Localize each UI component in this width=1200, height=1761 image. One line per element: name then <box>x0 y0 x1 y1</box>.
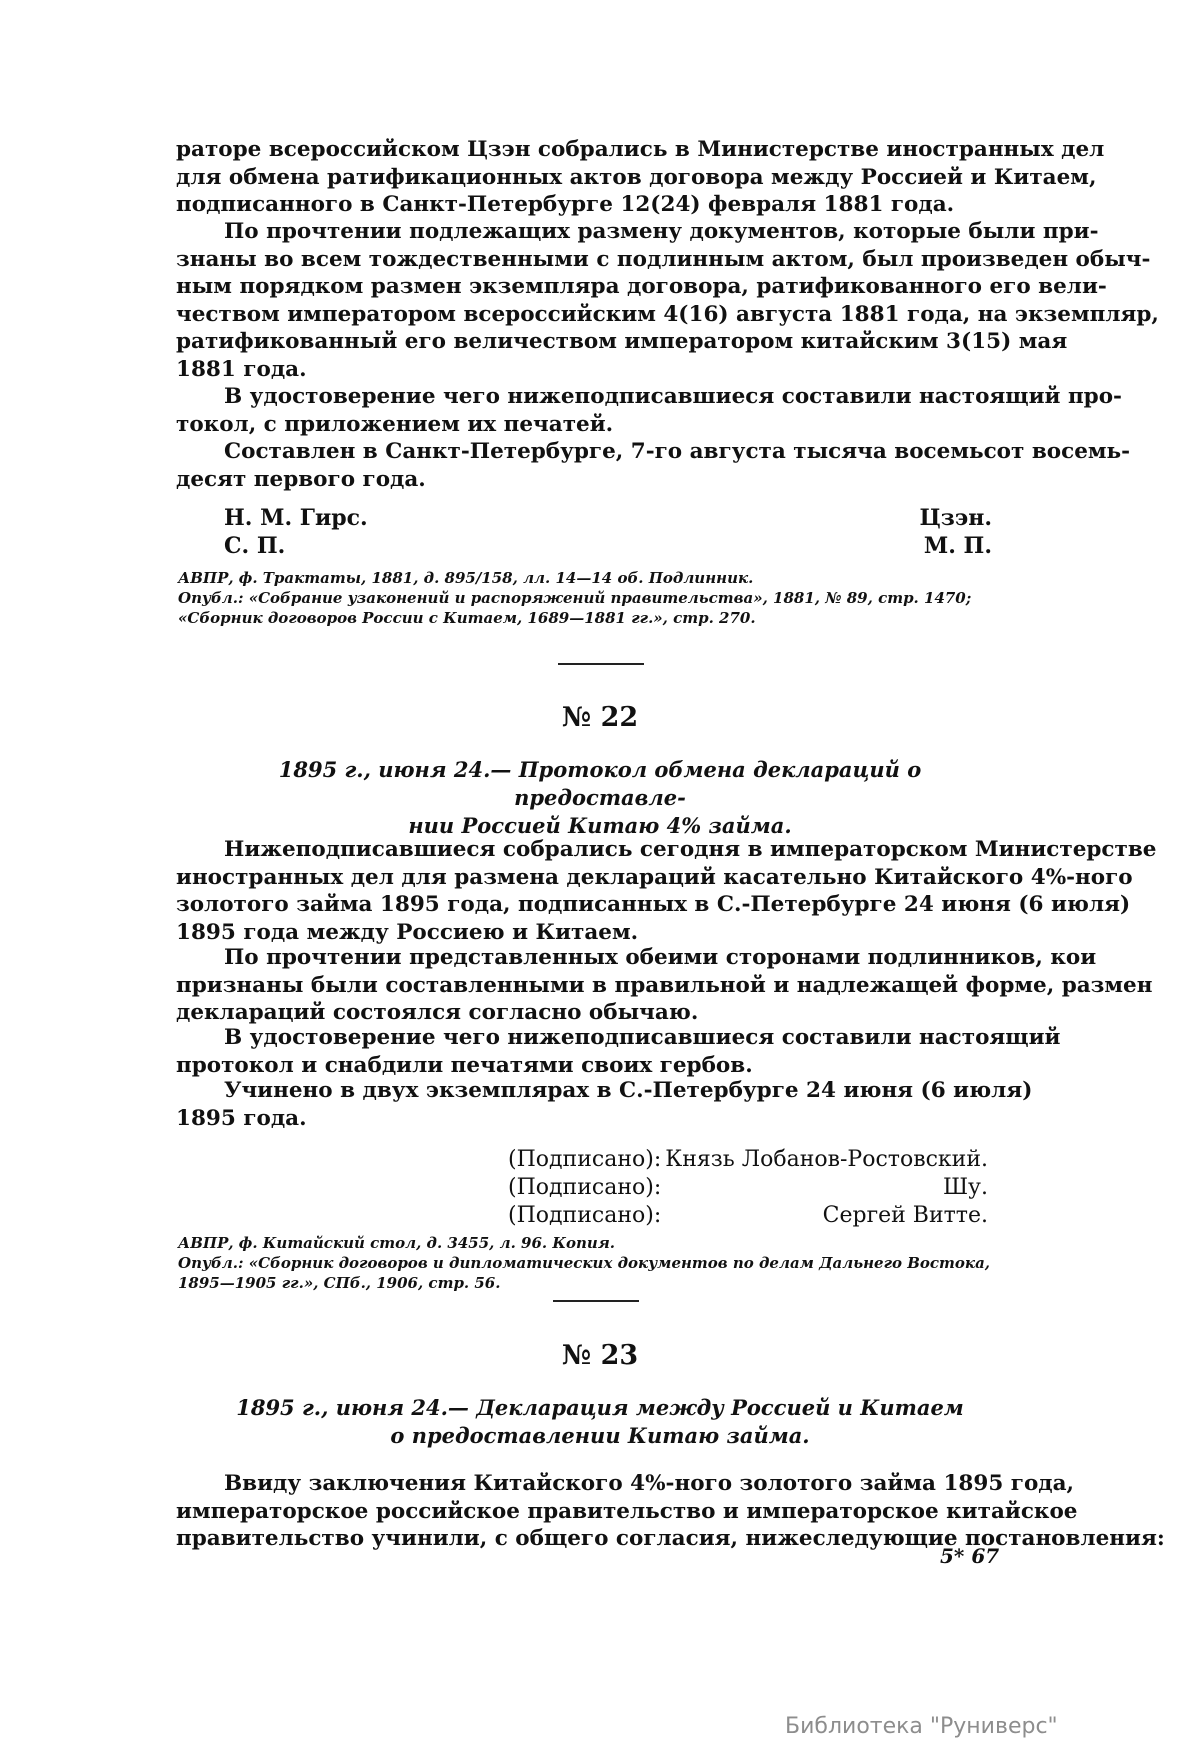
text-line: 1895 года. <box>176 1105 307 1131</box>
source-line: Опубл.: «Собрание узаконений и распоряжений правительства», 1881, № 89, стр. 1470; <box>178 589 972 607</box>
text-line: токол, с приложением их печатей. <box>176 411 614 437</box>
source-note-21 <box>178 568 998 628</box>
signature-row-names <box>224 504 992 532</box>
document-number-23: № 23 <box>561 1340 639 1371</box>
text-line: По прочтении подлежащих размену документов, которые были при- <box>224 219 1099 244</box>
text-line: чеством императором всероссийским 4(16) августа 1881 года, на экземпляр, <box>176 301 1159 327</box>
document-number-22: № 22 <box>561 702 639 733</box>
text-line: Нижеподписавшиеся собрались сегодня в императорском Министерстве <box>224 837 1157 862</box>
paragraph-22-4 <box>176 1077 1033 1132</box>
heading-line: 1895 г., июня 24.— Протокол обмена деклараций о предоставле- <box>278 757 922 810</box>
text-line: протокол и снабдили печатями своих гербов. <box>176 1052 753 1078</box>
signatures-22 <box>508 1146 988 1230</box>
paragraph-ratification-intro <box>176 136 1105 219</box>
signature-giers: Н. М. Гирс. <box>224 505 368 531</box>
text-line: императорское российское правительство и императорское китайское <box>176 1498 1078 1524</box>
signed-label: (Подписано): <box>508 1203 662 1228</box>
signed-label: (Подписано): <box>508 1175 662 1200</box>
signed-name: Сергей Витте. <box>822 1203 988 1228</box>
text-line: знаны во всем тождественными с подлинным актом, был произведен обыч- <box>176 246 1151 272</box>
source-line: 1895—1905 гг.», СПб., 1906, стр. 56. <box>178 1274 501 1292</box>
paragraph-22-1 <box>176 836 1157 946</box>
text-line: 1881 года. <box>176 356 307 382</box>
paragraph-drawn-up <box>176 438 1131 493</box>
text-line: для обмена ратификационных актов договора между Россией и Китаем, <box>176 164 1097 190</box>
text-line: Ввиду заключения Китайского 4%-ного золотого займа 1895 года, <box>224 1471 1075 1496</box>
paragraph-22-2 <box>176 944 1153 1027</box>
paragraph-exchange <box>176 218 1159 383</box>
signature-row-seals <box>224 532 992 560</box>
seal-left: С. П. <box>224 533 286 559</box>
text-line: 1895 года между Россиею и Китаем. <box>176 919 639 945</box>
section-divider <box>558 663 644 665</box>
text-line: деклараций состоялся согласно обычаю. <box>176 1000 699 1025</box>
signed-row <box>508 1202 988 1230</box>
document-heading-22 <box>200 756 1000 840</box>
seal-right: М. П. <box>923 533 992 559</box>
heading-line: 1895 г., июня 24.— Декларация между Россией и Китаем <box>236 1395 964 1420</box>
paragraph-certification <box>176 383 1122 438</box>
signed-label: (Подписано): <box>508 1147 662 1172</box>
text-line: Учинено в двух экземплярах в С.-Петербурге 24 июня (6 июля) <box>224 1078 1033 1103</box>
text-line: В удостоверение чего нижеподписавшиеся составили настоящий про- <box>224 384 1122 409</box>
source-note-22 <box>178 1233 998 1293</box>
library-watermark: Библиотека "Руниверс" <box>785 1714 1058 1739</box>
text-line: раторе всероссийском Цзэн собрались в Министерстве иностранных дел <box>176 137 1105 162</box>
document-heading-23 <box>200 1394 1000 1450</box>
page-number: 5* 67 <box>940 1544 1000 1568</box>
source-line: АВПР, ф. Китайский стол, д. 3455, л. 96. Копия. <box>178 1234 615 1252</box>
text-line: правительство учинили, с общего согласия, нижеследующие постановления: <box>176 1526 1165 1551</box>
paragraph-23-1 <box>176 1470 1165 1553</box>
text-line: подписанного в Санкт-Петербурге 12(24) февраля 1881 года. <box>176 192 955 217</box>
heading-line: нии Россией Китаю 4% займа. <box>408 813 792 838</box>
text-line: ратификованный его величеством императором китайским 3(15) мая <box>176 329 1068 354</box>
section-divider <box>553 1300 639 1302</box>
source-line: АВПР, ф. Трактаты, 1881, д. 895/158, лл. 14—14 об. Подлинник. <box>178 569 754 587</box>
signed-name: Князь Лобанов-Ростовский. <box>665 1147 988 1172</box>
text-line: иностранных дел для размена деклараций касательно Китайского 4%-ного <box>176 864 1133 890</box>
paragraph-22-3 <box>176 1024 1061 1079</box>
signed-name: Шу. <box>942 1175 988 1200</box>
text-line: По прочтении представленных обеими сторонами подлинников, кои <box>224 945 1097 970</box>
text-line: Составлен в Санкт-Петербурге, 7-го августа тысяча восемьсот восемь- <box>224 439 1131 464</box>
text-line: ным порядком размен экземпляра договора, ратификованного его вели- <box>176 274 1107 299</box>
heading-line: о предоставлении Китаю займа. <box>390 1423 810 1448</box>
signed-row <box>508 1174 988 1202</box>
text-line: В удостоверение чего нижеподписавшиеся составили настоящий <box>224 1025 1061 1050</box>
text-line: золотого займа 1895 года, подписанных в С.-Петербурге 24 июня (6 июля) <box>176 892 1131 917</box>
signature-tseng: Цзэн. <box>919 505 992 531</box>
signed-row <box>508 1146 988 1174</box>
source-line: Опубл.: «Сборник договоров и дипломатических документов по делам Дальнего Востока, <box>178 1254 991 1272</box>
text-line: признаны были составленными в правильной и надлежащей форме, размен <box>176 972 1153 998</box>
source-line: «Сборник договоров России с Китаем, 1689—1881 гг.», стр. 270. <box>178 609 756 627</box>
text-line: десят первого года. <box>176 466 426 492</box>
